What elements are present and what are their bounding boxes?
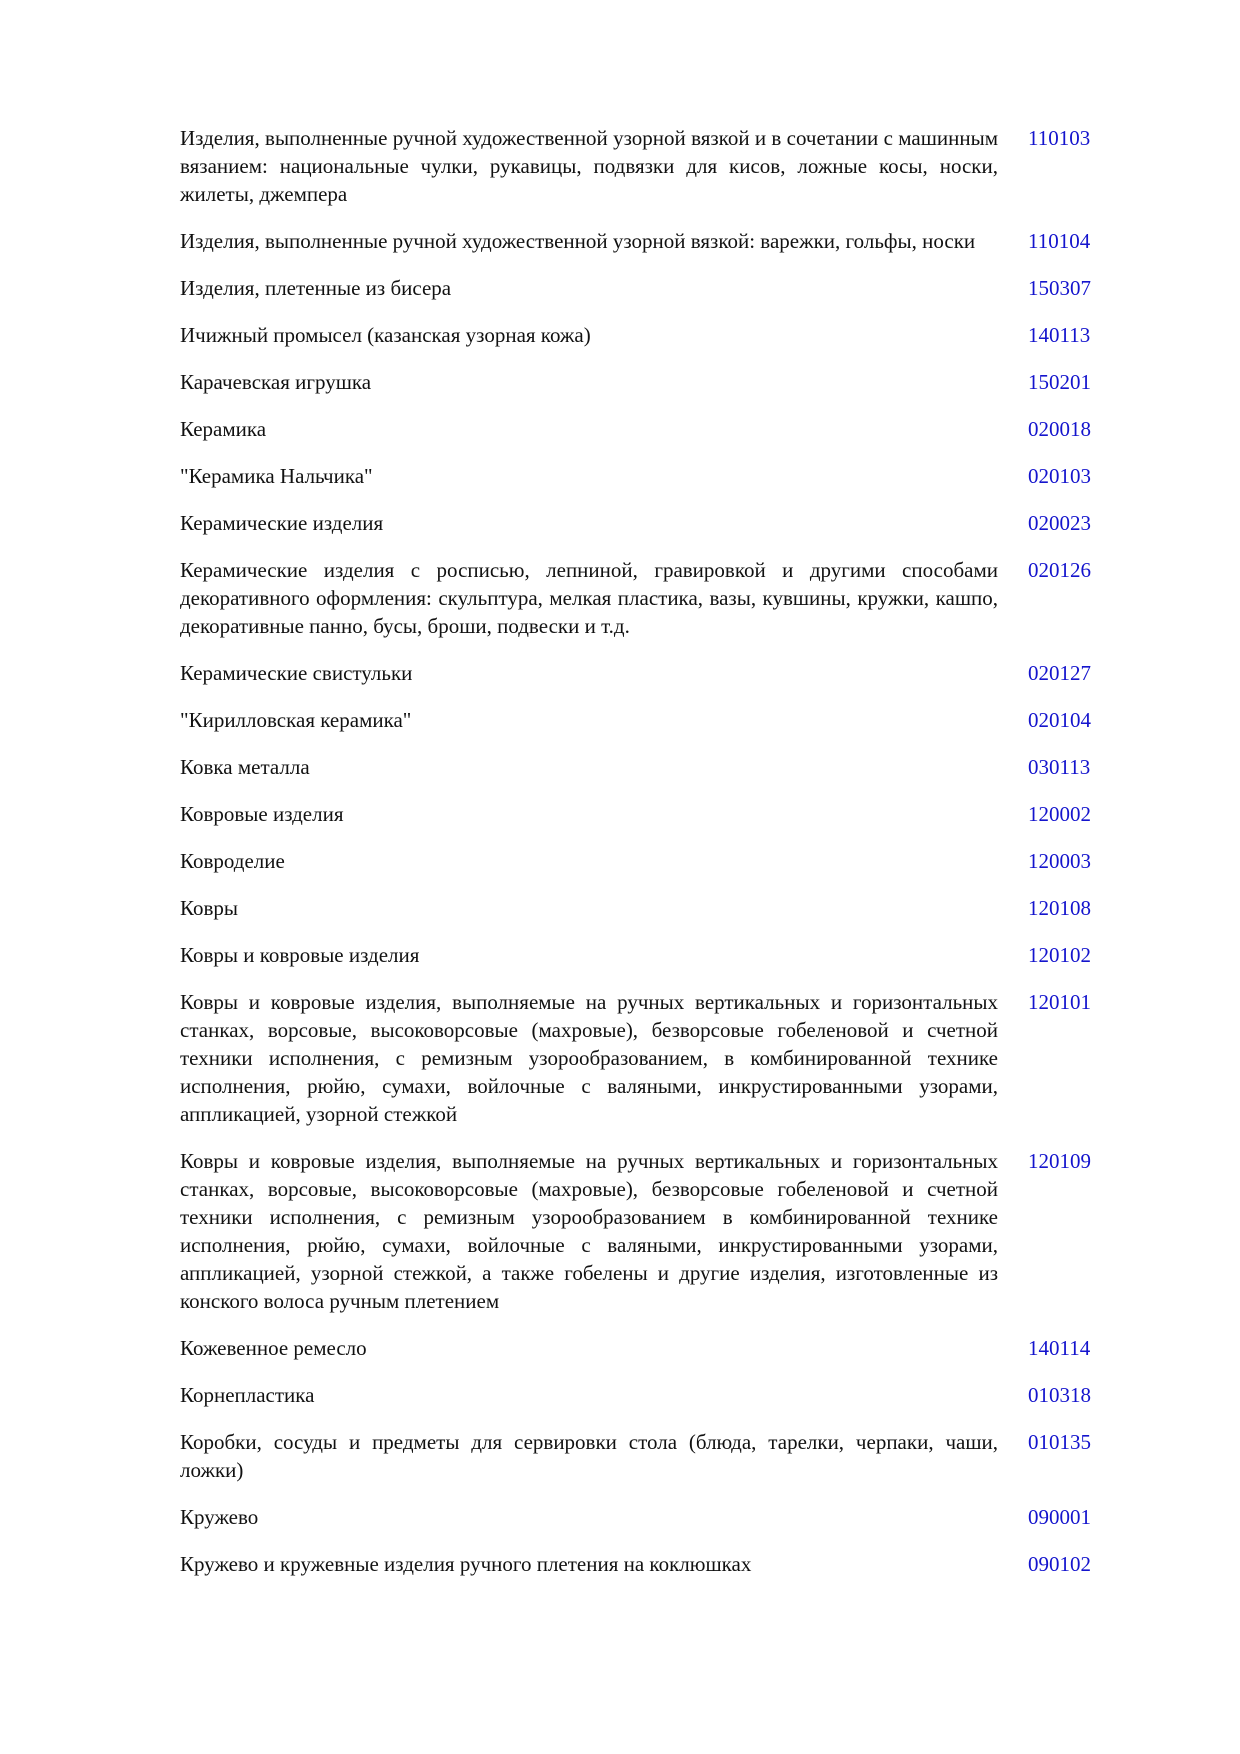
item-description: Ковроделие	[180, 849, 285, 873]
item-code-link[interactable]: 120102	[1028, 943, 1091, 967]
item-code-link[interactable]: 090102	[1028, 1552, 1091, 1576]
item-code-link[interactable]: 020127	[1028, 661, 1091, 685]
list-item	[180, 1550, 1110, 1578]
list-item	[180, 227, 1110, 255]
item-code-link[interactable]: 020104	[1028, 708, 1091, 732]
item-description: Коробки, сосуды и предметы для сервировки стола (блюда, тарелки, черпаки, чаши, ложки)	[180, 1430, 998, 1482]
item-description: Карачевская игрушка	[180, 370, 372, 394]
item-code-link[interactable]: 090001	[1028, 1505, 1091, 1529]
item-code-link[interactable]: 140114	[1028, 1336, 1091, 1360]
list-item	[180, 509, 1110, 537]
item-code-link[interactable]: 150307	[1028, 276, 1091, 300]
list-item	[180, 941, 1110, 969]
list-item	[180, 462, 1110, 490]
item-description: Ковры	[180, 896, 238, 920]
item-description: Изделия, плетенные из бисера	[180, 276, 452, 300]
list-item	[180, 368, 1110, 396]
item-description: Изделия, выполненные ручной художественной узорной вязкой: варежки, гольфы, носки	[180, 229, 976, 253]
list-item	[180, 1334, 1110, 1362]
list-item	[180, 800, 1110, 828]
item-description: "Кирилловская керамика"	[180, 708, 412, 732]
list-item	[180, 1381, 1110, 1409]
item-description: Ковры и ковровые изделия, выполняемые на ручных вертикальных и горизонтальных станках, ворсовые, высоковорсовые (махровые), безворсовые гобеленовой и счетной техники исполнения, с ремизным узорообразованием в комбинированной технике исполнения, рюйю, сумахи, войлочные с валяными, инкрустированными узорами, аппликацией, узорной стежкой, а также гобелены и другие изделия, изготовленные из конского волоса ручным плетением	[180, 1149, 998, 1313]
item-code-link[interactable]: 140113	[1028, 323, 1091, 347]
item-code-link[interactable]: 120101	[1028, 990, 1091, 1014]
item-description: Ковры и ковровые изделия, выполняемые на ручных вертикальных и горизонтальных станках, ворсовые, высоковорсовые (махровые), безворсовые гобеленовой и счетной техники исполнения, с ремизным узорообразованием, в комбинированной технике исполнения, рюйю, сумахи, войлочные с валяными, инкрустированными узорами, аппликацией, узорной стежкой	[180, 990, 998, 1126]
item-code-link[interactable]: 120108	[1028, 896, 1091, 920]
item-code-link[interactable]: 020126	[1028, 558, 1091, 582]
list-item	[180, 988, 1110, 1128]
item-description: Керамические изделия	[180, 511, 384, 535]
item-code-link[interactable]: 010135	[1028, 1430, 1091, 1454]
item-code-link[interactable]: 150201	[1028, 370, 1091, 394]
list-item	[180, 847, 1110, 875]
item-description: Изделия, выполненные ручной художественной узорной вязкой и в сочетании с машинным вязанием: национальные чулки, рукавицы, подвязки для кисов, ложные косы, носки, жилеты, джемпера	[180, 126, 998, 206]
item-code-link[interactable]: 030113	[1028, 755, 1091, 779]
item-description: Ковры и ковровые изделия	[180, 943, 420, 967]
item-description: Керамика	[180, 417, 267, 441]
item-code-link[interactable]: 020023	[1028, 511, 1091, 535]
list-item	[180, 753, 1110, 781]
item-code-link[interactable]: 020103	[1028, 464, 1091, 488]
list-item	[180, 321, 1110, 349]
item-description: Корнепластика	[180, 1383, 315, 1407]
list-item	[180, 706, 1110, 734]
list-item	[180, 274, 1110, 302]
item-description: Керамические свистульки	[180, 661, 413, 685]
item-description: Кружево	[180, 1505, 259, 1529]
list-item	[180, 556, 1110, 640]
item-code-link[interactable]: 020018	[1028, 417, 1091, 441]
list-item	[180, 124, 1110, 208]
item-code-link[interactable]: 110104	[1028, 229, 1091, 253]
list-item	[180, 1503, 1110, 1531]
list-item	[180, 659, 1110, 687]
item-description: Керамические изделия с росписью, лепниной, гравировкой и другими способами декоративного оформления: скульптура, мелкая пластика, вазы, кувшины, кружки, кашпо, декоративные панно, бусы, броши, подвески и т.д.	[180, 558, 998, 638]
list-item	[180, 894, 1110, 922]
item-description: "Керамика Нальчика"	[180, 464, 373, 488]
item-description: Кожевенное ремесло	[180, 1336, 367, 1360]
item-description: Ковка металла	[180, 755, 310, 779]
item-code-link[interactable]: 110103	[1028, 126, 1091, 150]
item-description: Кружево и кружевные изделия ручного плетения на коклюшках	[180, 1552, 752, 1576]
item-code-link[interactable]: 120003	[1028, 849, 1091, 873]
list-item	[180, 1428, 1110, 1484]
item-description: Ковровые изделия	[180, 802, 344, 826]
item-code-link[interactable]: 010318	[1028, 1383, 1091, 1407]
list-item	[180, 1147, 1110, 1315]
item-code-link[interactable]: 120109	[1028, 1149, 1091, 1173]
item-description: Ичижный промысел (казанская узорная кожа)	[180, 323, 591, 347]
list-item	[180, 415, 1110, 443]
craft-code-list	[180, 124, 1110, 1597]
item-code-link[interactable]: 120002	[1028, 802, 1091, 826]
